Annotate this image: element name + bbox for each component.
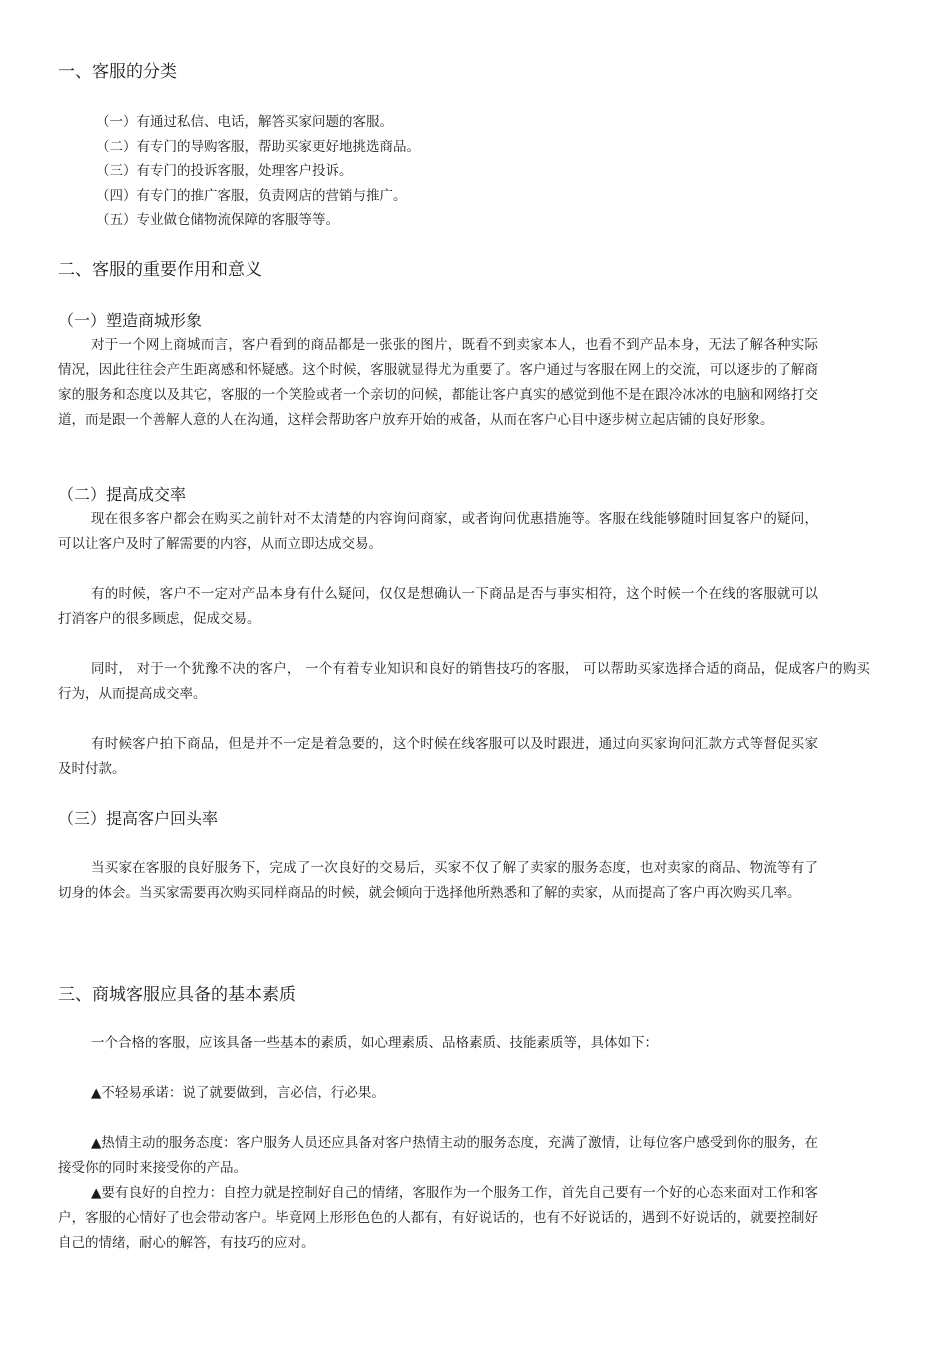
quality-point: ▲热情主动的服务态度：客户服务人员还应具备对客户热情主动的服务态度，充满了激情，让每位客户感受到你的服务，在接受你的同时来接受你的产品。 <box>58 1135 818 1176</box>
subsection-heading-image: （一）塑造商城形象 <box>58 311 203 330</box>
paragraph-retention: 当买家在客服的良好服务下，完成了一次良好的交易后，买家不仅了解了卖家的服务态度，也对卖家的商品、物流等有了切身的体会。当买家需要再次购买同样商品的时候，就会倾向于选择他所熟悉和了解的卖家，从而提高了客户再次购买几率。 <box>58 860 818 901</box>
subsection-heading-conversion: （二）提高成交率 <box>58 485 187 504</box>
paragraph-conversion-3: 同时， 对于一个犹豫不决的客户， 一个有着专业知识和良好的销售技巧的客服， 可以帮助买家选择合适的商品，促成客户的购买行为，从而提高成交率。 <box>58 661 870 702</box>
section1-heading: 一、客服的分类 <box>58 62 177 82</box>
paragraph-conversion-4: 有时候客户拍下商品，但是并不一定是着急要的，这个时候在线客服可以及时跟进，通过向买家询问汇款方式等督促买家及时付款。 <box>58 736 818 777</box>
list-item: （一）有通过私信、电话，解答买家问题的客服。 <box>96 114 393 130</box>
quality-point: ▲不轻易承诺：说了就要做到，言必信，行必果。 <box>91 1085 385 1101</box>
paragraph-conversion-2: 有的时候，客户不一定对产品本身有什么疑问，仅仅是想确认一下商品是否与事实相符，这个时候一个在线的客服就可以打消客户的很多顾虑，促成交易。 <box>58 586 818 627</box>
section2-heading: 二、客服的重要作用和意义 <box>58 260 262 280</box>
paragraph-image: 对于一个网上商城而言，客户看到的商品都是一张张的图片，既看不到卖家本人，也看不到产品本身，无法了解各种实际情况，因此往往会产生距离感和怀疑感。这个时候，客服就显得尤为重要了。客户通过与客服在网上的交流，可以逐步的了解商家的服务和态度以及其它，客服的一个笑脸或者一个亲切的问候，都能让客户真实的感觉到他不是在跟冷冰冰的电脑和网络打交道，而是跟一个善解人意的人在沟通，这样会帮助客户放弃开始的戒备，从而在客户心目中逐步树立起店铺的良好形象。 <box>58 337 818 428</box>
paragraph-qualities-intro: 一个合格的客服，应该具备一些基本的素质，如心理素质、品格素质、技能素质等，具体如下： <box>91 1035 658 1051</box>
list-item: （三）有专门的投诉客服，处理客户投诉。 <box>96 163 353 179</box>
list-item: （二）有专门的导购客服，帮助买家更好地挑选商品。 <box>96 138 420 155</box>
list-item: （五）专业做仓储物流保障的客服等等。 <box>96 212 339 228</box>
list-item: （四）有专门的推广客服，负责网店的营销与推广。 <box>96 187 407 204</box>
section3-heading: 三、商城客服应具备的基本素质 <box>58 985 296 1005</box>
subsection-heading-retention: （三）提高客户回头率 <box>58 809 219 828</box>
paragraph-conversion-1: 现在很多客户都会在购买之前针对不太清楚的内容询问商家，或者询问优惠措施等。客服在线能够随时回复客户的疑问，可以让客户及时了解需要的内容，从而立即达成交易。 <box>58 511 818 552</box>
quality-point: ▲要有良好的自控力：自控力就是控制好自己的情绪，客服作为一个服务工作，首先自己要有一个好的心态来面对工作和客户，客服的心情好了也会带动客户。毕竟网上形形色色的人都有，有好说话的，也有不好说话的，遇到不好说话的，就要控制好自己的情绪，耐心的解答，有技巧的应对。 <box>58 1185 818 1251</box>
service-type-list <box>96 110 420 233</box>
